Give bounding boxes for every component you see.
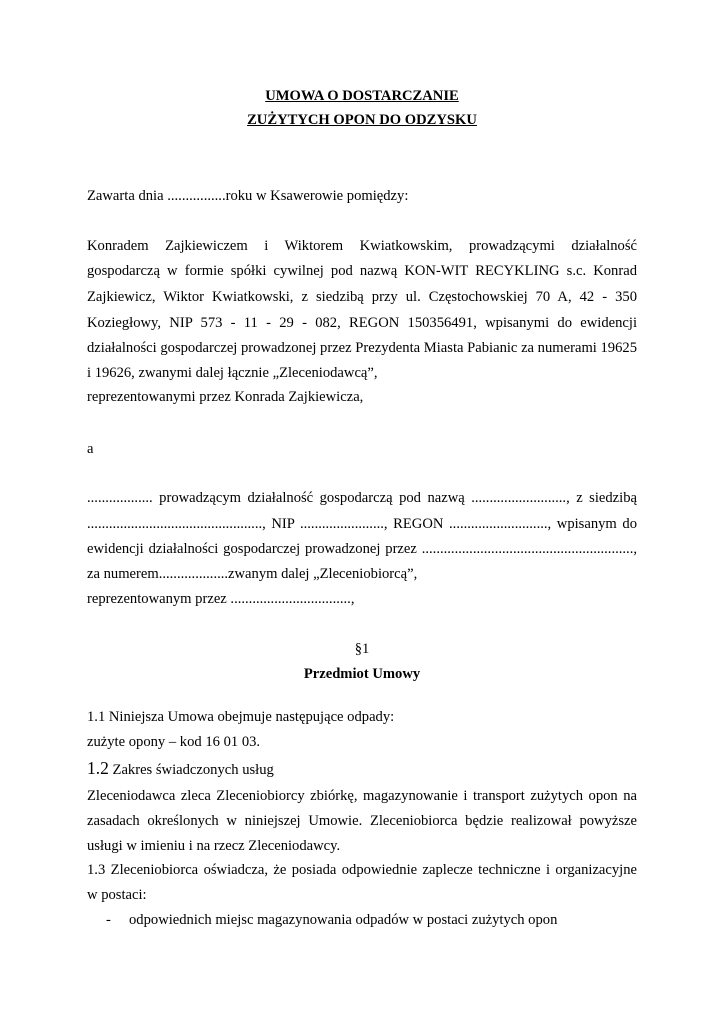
clause-1-3-line-1: 1.3 Zleceniobiorca oświadcza, że posiada odpowiednie zaplecze techniczne i organizacyjne [87, 862, 637, 878]
party1-line-1: Konradem Zajkiewiczem i Wiktorem Kwiatkowskim, prowadzącymi działalność [87, 238, 637, 254]
party1-line-3: Zajkiewicz, Wiktor Kwiatkowski, z siedzibą przy ul. Częstochowskiej 70 A, 42 - 350 [87, 289, 637, 305]
clause-1-2-body-line-3: usługi w imieniu i na rzecz Zleceniodawcy. [87, 838, 341, 854]
clause-1-2-body-line-1: Zleceniodawca zleca Zleceniobiorcy zbiórkę, magazynowanie i transport zużytych opon na [87, 788, 637, 804]
document-title-line-1: UMOWA O DOSTARCZANIE [265, 88, 459, 104]
section-number: §1 [354, 641, 370, 657]
bullet-marker: - [106, 912, 111, 928]
clause-1-2-body-line-2: zasadach określonych w niniejszej Umowie. Zleceniobiorca będzie realizował powyższe [87, 813, 637, 829]
clause-1-3-line-2: w postaci: [87, 887, 147, 903]
party2-line-5: reprezentowanym przez ................................., [87, 591, 355, 607]
clause-1-1-line-2: zużyte opony – kod 16 01 03. [87, 734, 261, 750]
party2-line-2: ................................................, NIP ......................., REGON ..........................., wpisanym do [87, 516, 637, 532]
section-heading: Przedmiot Umowy [303, 666, 421, 682]
party1-line-5: działalności gospodarczej prowadzonej przez Prezydenta Miasta Pabianic za numerami 19625 [87, 340, 637, 356]
intro-line: Zawarta dnia ................roku w Ksawerowie pomiędzy: [87, 188, 409, 204]
party2-line-1: .................. prowadzącym działalność gospodarczą pod nazwą .........................., z siedzibą [87, 490, 637, 506]
party2-line-3: ewidencji działalności gospodarczej prowadzonej przez .........................................................., [87, 541, 637, 557]
conjunction: a [87, 441, 94, 457]
party1-line-2: gospodarczą w formie spółki cywilnej pod nazwą KON-WIT RECYKLING s.c. Konrad [87, 263, 637, 279]
party1-line-7: reprezentowanymi przez Konrada Zajkiewicza, [87, 389, 364, 405]
party2-line-4: za numerem...................zwanym dalej „Zleceniobiorcą”, [87, 566, 418, 582]
bullet-item-1: odpowiednich miejsc magazynowania odpadów w postaci zużytych opon [129, 912, 558, 928]
party1-line-6: i 19626, zwanymi dalej łącznie „Zleceniodawcą”, [87, 365, 378, 381]
clause-1-1-line-1: 1.1 Niniejsza Umowa obejmuje następujące odpady: [87, 709, 395, 725]
clause-1-2-title: Zakres świadczonych usług [108, 762, 274, 778]
clause-1-2-heading [87, 758, 274, 779]
document-title-line-2: ZUŻYTYCH OPON DO ODZYSKU [247, 112, 477, 128]
clause-1-2-number: 1.2 [87, 758, 109, 778]
party1-line-4: Koziegłowy, NIP 573 - 11 - 29 - 082, REGON 150356491, wpisanymi do ewidencji [87, 315, 637, 331]
